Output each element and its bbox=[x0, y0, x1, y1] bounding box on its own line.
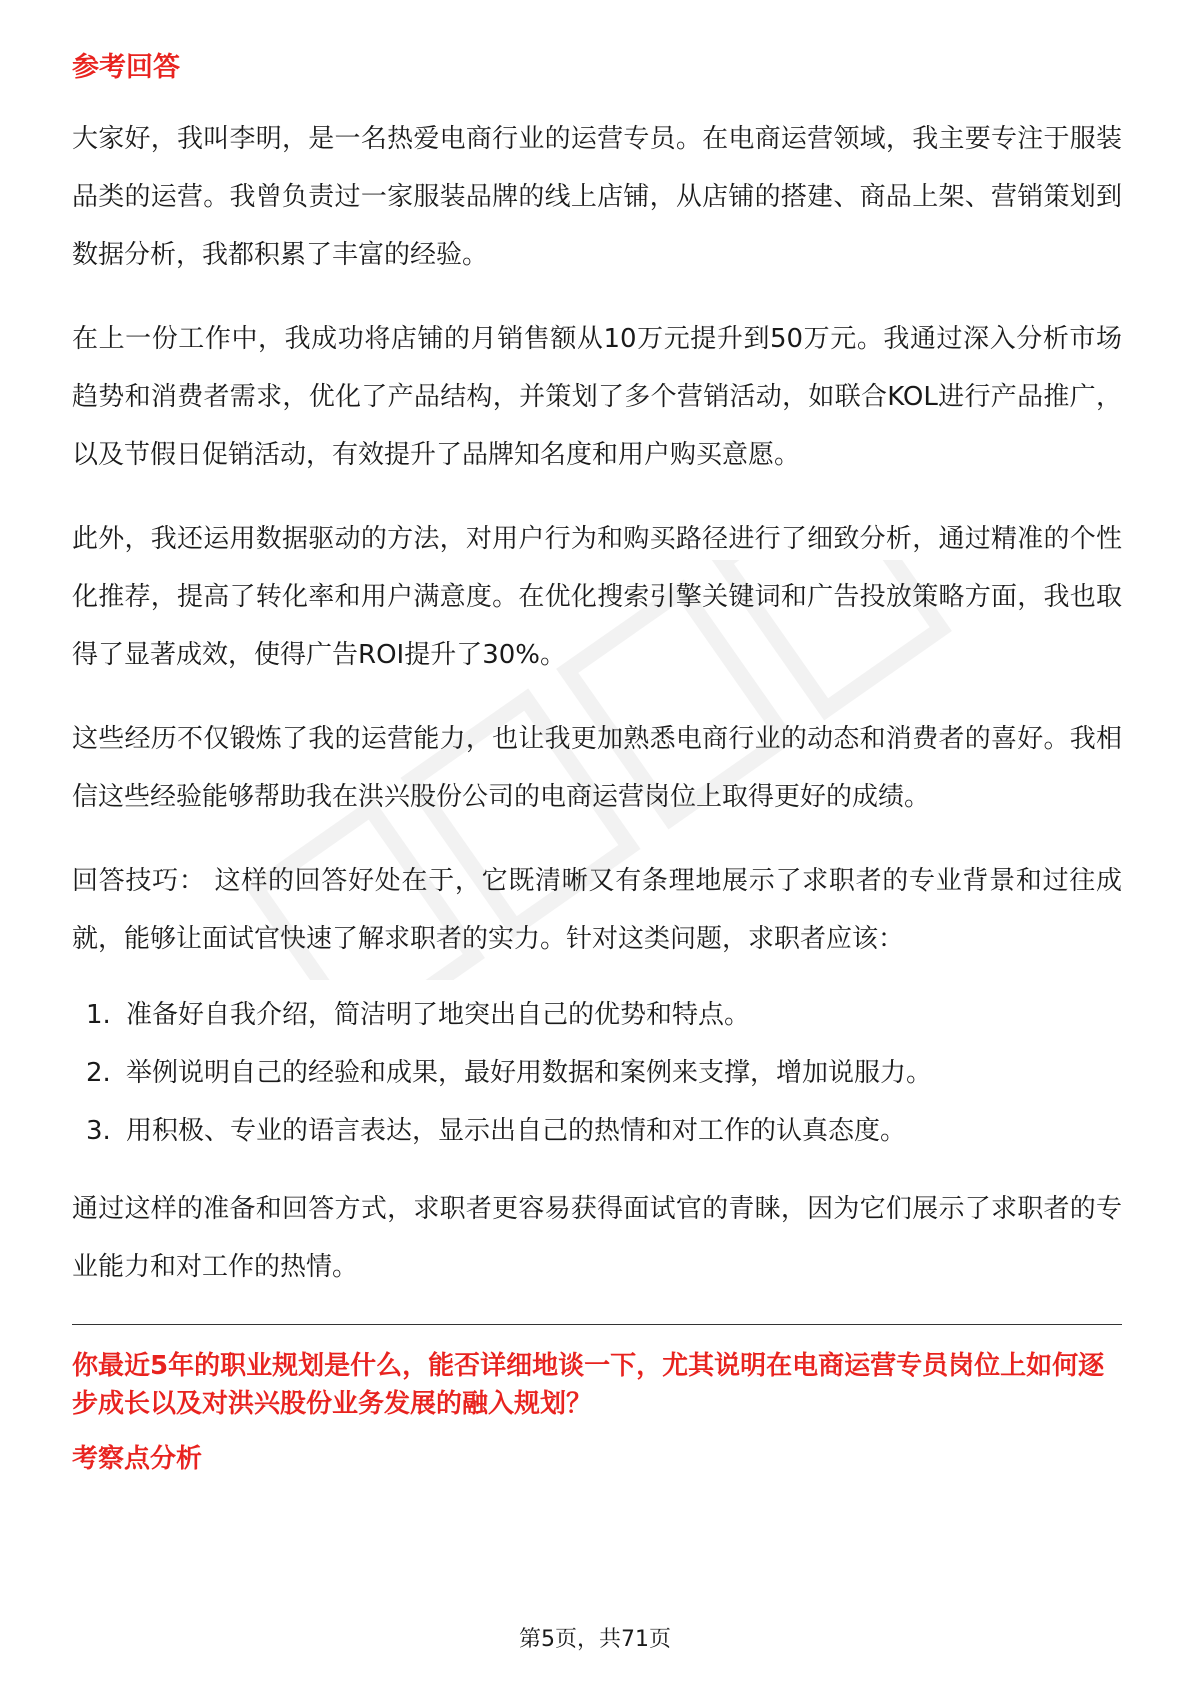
closing-paragraph: 通过这样的准备和回答方式，求职者更容易获得面试官的青睐，因为它们展示了求职者的专业能力和对工作的热情。 bbox=[72, 1194, 1122, 1282]
answer-paragraph-3: 此外，我还运用数据驱动的方法，对用户行为和购买路径进行了细致分析，通过精准的个性化推荐，提高了转化率和用户满意度。在优化搜索引擎关键词和广告投放策略方面，我也取得了显著成效，使得广告ROI提升了30%。 bbox=[72, 524, 1122, 670]
analysis-subheading: 考察点分析 bbox=[72, 1444, 203, 1474]
list-item-number: 1. bbox=[86, 1000, 111, 1030]
list-item-text: 用积极、专业的语言表达，显示出自己的热情和对工作的认真态度。 bbox=[126, 1116, 907, 1146]
main-content bbox=[72, 48, 1122, 1479]
list-item-number: 3. bbox=[86, 1116, 111, 1146]
list-item bbox=[72, 986, 1122, 1044]
answer-paragraph-1: 大家好，我叫李明，是一名热爱电商行业的运营专员。在电商运营领域，我主要专注于服装品类的运营。我曾负责过一家服装品牌的线上店铺，从店铺的搭建、商品上架、营销策划到数据分析，我都积累了丰富的经验。 bbox=[72, 124, 1122, 270]
section-heading: 参考回答 bbox=[72, 52, 180, 83]
list-item bbox=[72, 1102, 1122, 1160]
tips-list bbox=[72, 986, 1122, 1160]
page-number-footer: 第5页，共71页 bbox=[519, 1627, 671, 1652]
answer-paragraph-4: 这些经历不仅锻炼了我的运营能力，也让我更加熟悉电商行业的动态和消费者的喜好。我相信这些经验能够帮助我在洪兴股份公司的电商运营岗位上取得更好的成绩。 bbox=[72, 724, 1122, 812]
answer-paragraph-2: 在上一份工作中，我成功将店铺的月销售额从10万元提升到50万元。我通过深入分析市场趋势和消费者需求，优化了产品结构，并策划了多个营销活动，如联合KOL进行产品推广，以及节假日促销活动，有效提升了品牌知名度和用户购买意愿。 bbox=[72, 324, 1122, 470]
list-item bbox=[72, 1044, 1122, 1102]
list-item-text: 准备好自我介绍，简洁明了地突出自己的优势和特点。 bbox=[126, 1000, 751, 1030]
next-question: 你最近5年的职业规划是什么，能否详细地谈一下，尤其说明在电商运营专员岗位上如何逐步成长以及对洪兴股份业务发展的融入规划？ bbox=[72, 1351, 1105, 1419]
section-divider bbox=[72, 1324, 1122, 1325]
list-item-number: 2. bbox=[86, 1058, 111, 1088]
list-item-text: 举例说明自己的经验和成果，最好用数据和案例来支撑，增加说服力。 bbox=[126, 1058, 933, 1088]
answer-tips-intro: 回答技巧： 这样的回答好处在于，它既清晰又有条理地展示了求职者的专业背景和过往成就，能够让面试官快速了解求职者的实力。针对这类问题，求职者应该： bbox=[72, 866, 1122, 954]
